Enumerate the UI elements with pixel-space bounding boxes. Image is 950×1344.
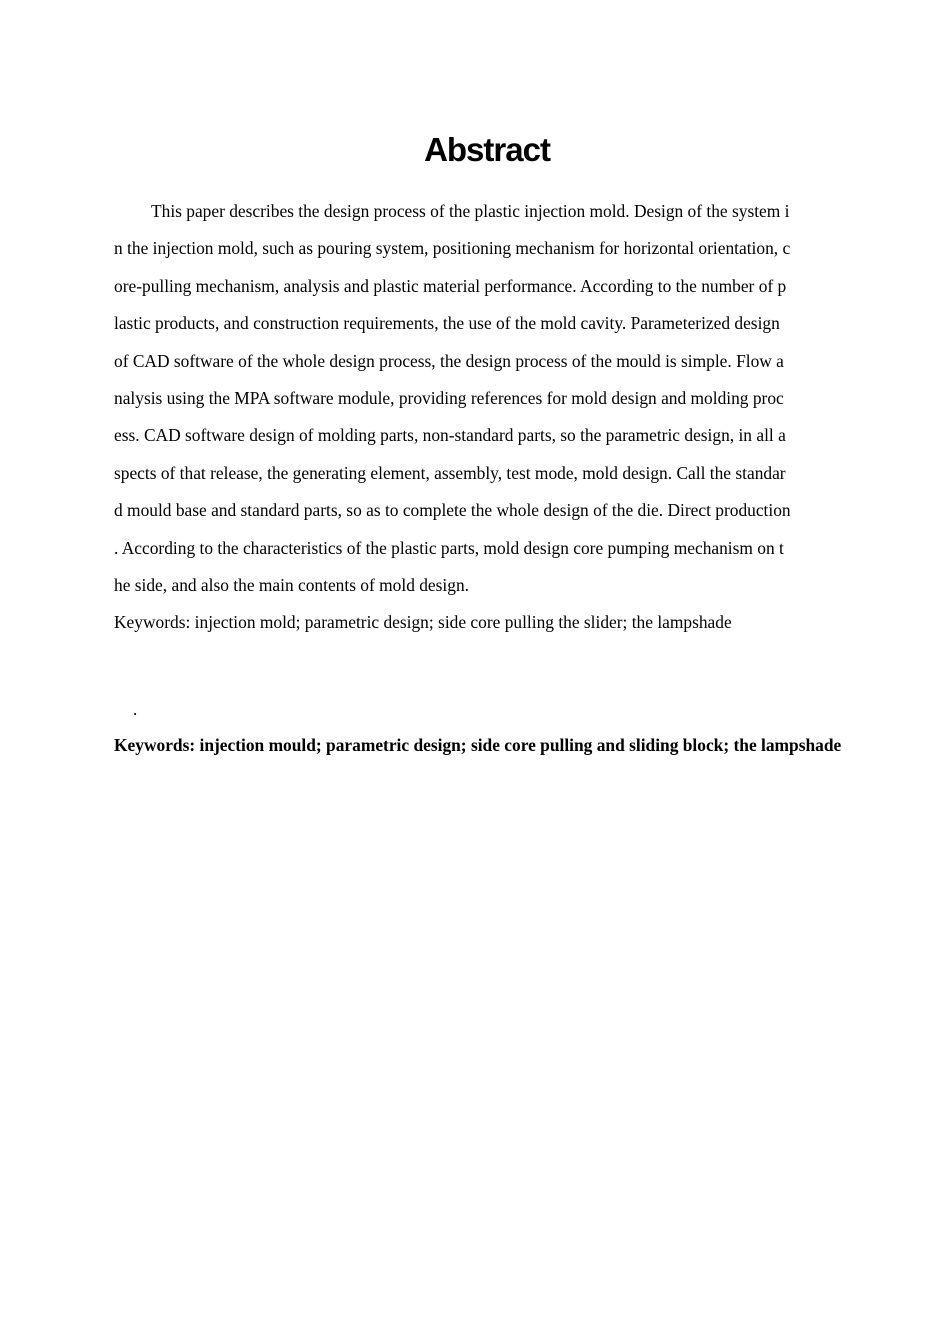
abstract-line: d mould base and standard parts, so as to complete the whole design of the die. Direct production <box>114 500 791 521</box>
abstract-line: This paper describes the design process of the plastic injection mold. Design of the system i <box>151 201 790 221</box>
keywords-bold-paragraph: Keywords: injection mould; parametric design; side core pulling and sliding block; the lampshade <box>114 735 842 755</box>
abstract-line: lastic products, and construction requirements, the use of the mold cavity. Parameterized design <box>114 313 780 334</box>
page-title: Abstract <box>424 131 550 168</box>
stray-period: . <box>133 700 138 719</box>
abstract-body <box>114 193 874 642</box>
abstract-line: ess. CAD software design of molding parts, non-standard parts, so the parametric design, in all a <box>114 425 786 446</box>
abstract-line: ore-pulling mechanism, analysis and plastic material performance. According to the number of p <box>114 275 787 296</box>
abstract-line: spects of that release, the generating element, assembly, test mode, mold design. Call the standar <box>114 462 786 483</box>
keywords-line: Keywords: injection mold; parametric design; side core pulling the slider; the lampshade <box>114 612 732 633</box>
abstract-line: . According to the characteristics of the plastic parts, mold design core pumping mechanism on t <box>114 537 784 558</box>
abstract-line: nalysis using the MPA software module, providing references for mold design and molding proc <box>114 387 784 408</box>
abstract-line: n the injection mold, such as pouring system, positioning mechanism for horizontal orientation, c <box>114 238 791 259</box>
abstract-line: he side, and also the main contents of mold design. <box>114 574 469 595</box>
abstract-line: of CAD software of the whole design process, the design process of the mould is simple. Flow a <box>114 350 784 371</box>
